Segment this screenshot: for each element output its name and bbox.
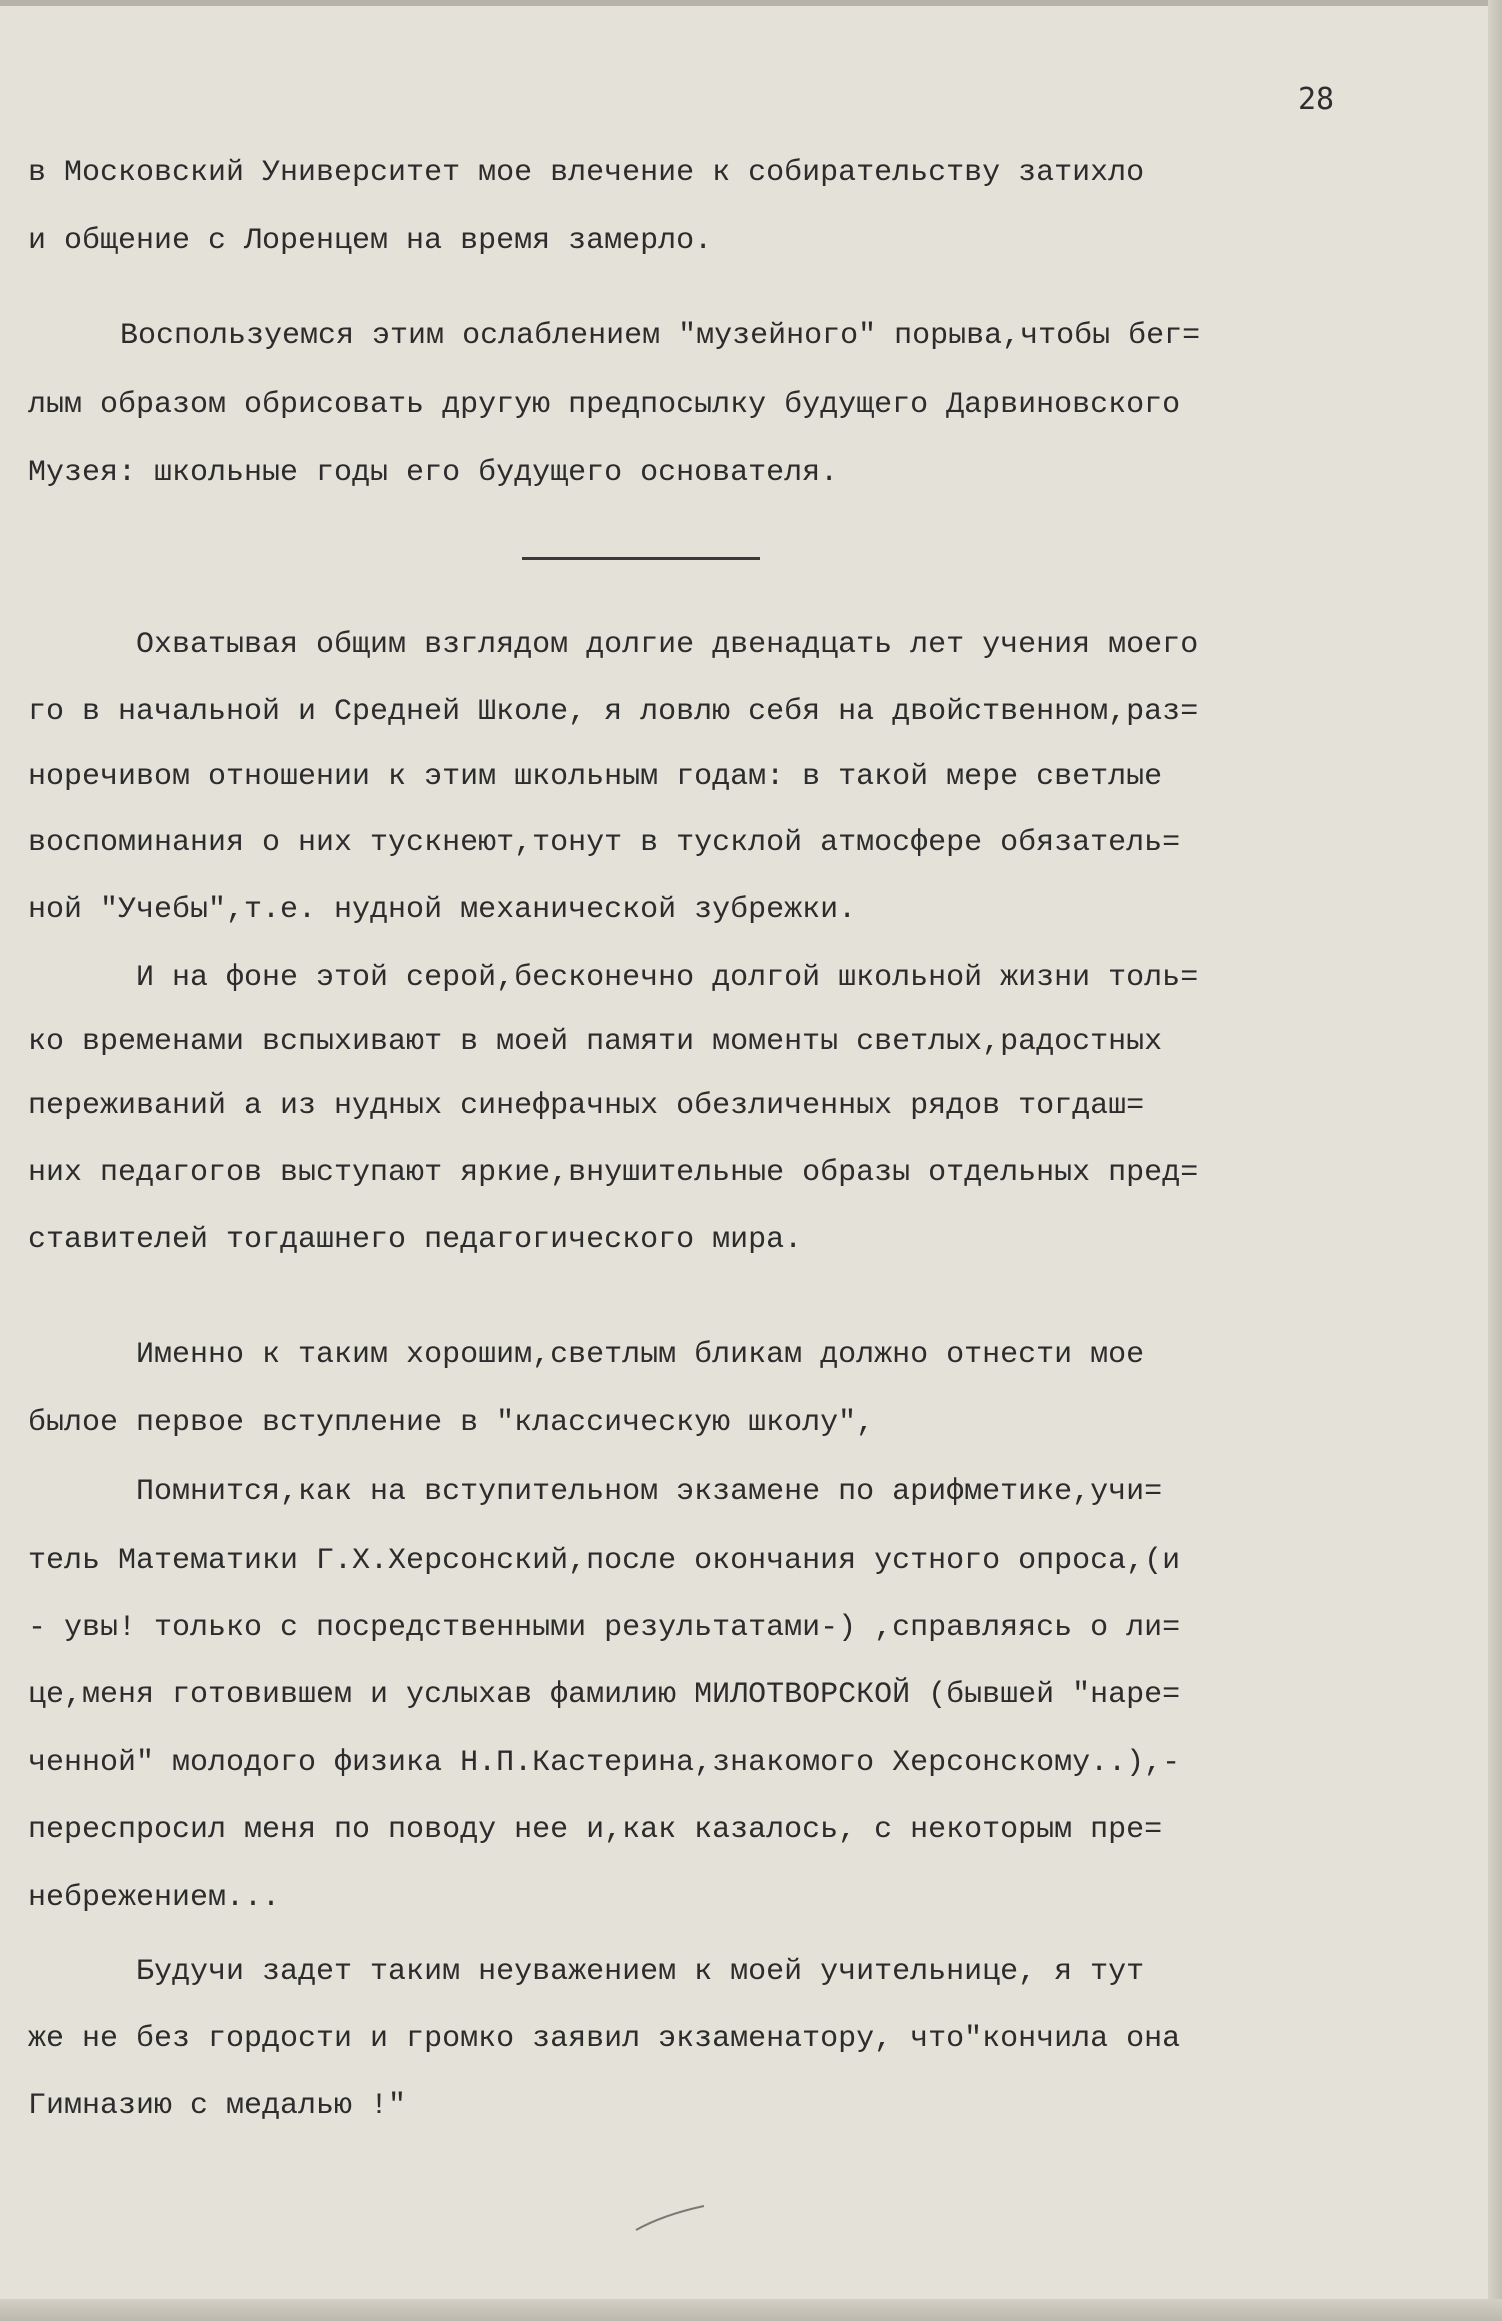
- text-line: тель Математики Г.Х.Херсонский,после окончания устного опроса,(и: [28, 1544, 1181, 1578]
- text-line: них педагогов выступают яркие,внушительные образы отдельных пред=: [28, 1156, 1199, 1190]
- text-line: И на фоне этой серой,бесконечно долгой школьной жизни толь=: [28, 961, 1199, 995]
- page-bottom-edge: [0, 2299, 1502, 2321]
- text-line: Гимназию с медалью !": [28, 2089, 407, 2123]
- text-line: Будучи задет таким неуважением к моей учительнице, я тут: [28, 1955, 1145, 1989]
- text-line: воспоминания о них тускнеют,тонут в тусклой атмосфере обязатель=: [28, 826, 1181, 860]
- text-line: Воспользуемся этим ослаблением "музейного" порыва,чтобы бег=: [48, 319, 1201, 353]
- text-line: переспросил меня по поводу нее и,как казалось, с некоторым пре=: [28, 1813, 1163, 1847]
- text-line: ко временами вспыхивают в моей памяти моменты светлых,радостных: [28, 1025, 1163, 1059]
- text-line: норечивом отношении к этим школьным годам: в такой мере светлые: [28, 760, 1163, 794]
- text-line: го в начальной и Средней Школе, я ловлю себя на двойственном,раз=: [28, 695, 1199, 729]
- text-line: в Московский Университет мое влечение к собирательству затихло: [28, 156, 1145, 190]
- text-line: Помнится,как на вступительном экзамене по арифметике,учи=: [28, 1475, 1163, 1509]
- page-right-edge: [1488, 0, 1502, 2321]
- text-line: це,меня готовившем и услыхав фамилию МИЛОТВОРСКОЙ (бывшей "наре=: [28, 1678, 1181, 1712]
- section-separator: [522, 557, 760, 560]
- text-line: былое первое вступление в "классическую школу",: [28, 1406, 875, 1440]
- text-line: ченной" молодого физика Н.П.Кастерина,знакомого Херсонскому..),-: [28, 1746, 1181, 1780]
- text-line: ной "Учебы",т.е. нудной механической зубрежки.: [28, 893, 857, 927]
- text-line: лым образом обрисовать другую предпосылку будущего Дарвиновского: [28, 388, 1181, 422]
- text-line: небрежением...: [28, 1881, 281, 1915]
- page-top-edge: [0, 0, 1502, 6]
- text-line: Музея: школьные годы его будущего основателя.: [28, 456, 839, 490]
- text-line: Именно к таким хорошим,светлым бликам должно отнести мое: [28, 1338, 1145, 1372]
- text-line: же не без гордости и громко заявил экзаменатору, что"кончила она: [28, 2022, 1181, 2056]
- pen-stroke-mark: [630, 2200, 710, 2240]
- page-number: 28: [1298, 82, 1335, 117]
- text-line: Охватывая общим взглядом долгие двенадцать лет учения моего: [28, 628, 1199, 662]
- text-line: переживаний а из нудных синефрачных обезличенных рядов тогдаш=: [28, 1089, 1145, 1123]
- text-line: ставителей тогдашнего педагогического мира.: [28, 1223, 803, 1257]
- text-line: и общение с Лоренцем на время замерло.: [28, 224, 713, 258]
- text-line: - увы! только с посредственными результатами-) ,справляясь о ли=: [28, 1611, 1181, 1645]
